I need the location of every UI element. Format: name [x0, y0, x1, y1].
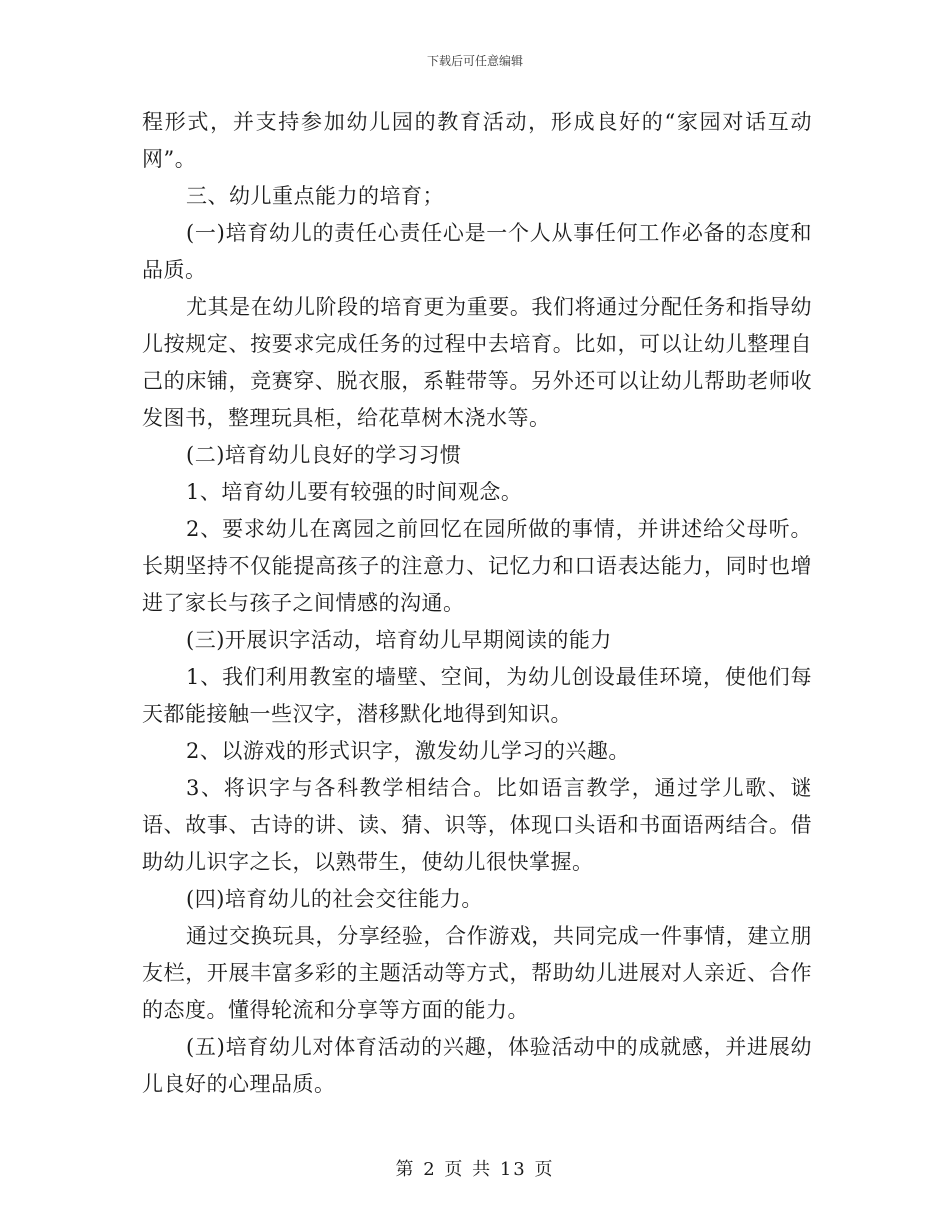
paragraph: 程形式，并支持参加幼儿园的教育活动，形成良好的“家园对话互动网”。: [142, 110, 812, 171]
page-number: 第 2 页 共 13 页: [395, 1159, 555, 1180]
subsection-heading: (二)培育幼儿良好的学习习惯: [186, 443, 462, 467]
document-body: [142, 104, 812, 1103]
subsection-heading: (三)开展识字活动，培育幼儿早期阅读的能力: [186, 628, 612, 652]
subsection-heading: (一)培育幼儿的责任心责任心是一个人从事任何工作必备的态度和品质。: [142, 221, 812, 282]
list-item: 2、要求幼儿在离园之前回忆在园所做的事情，并讲述给父母听。长期坚持不仅能提高孩子的注意力、记忆力和口语表达能力，同时也增进了家长与孩子之间情感的沟通。: [142, 517, 812, 615]
page-header-note: 下载后可任意编辑: [426, 54, 523, 68]
section-heading: 三、幼儿重点能力的培育；: [186, 184, 444, 208]
paragraph: 尤其是在幼儿阶段的培育更为重要。我们将通过分配任务和指导幼儿按规定、按要求完成任务的过程中去培育。比如，可以让幼儿整理自己的床铺，竞赛穿、脱衣服，系鞋带等。另外还可以让幼儿帮助老师收发图书，整理玩具柜，给花草树木浇水等。: [142, 295, 812, 430]
subsection-heading: (五)培育幼儿对体育活动的兴趣，体验活动中的成就感，并进展幼儿良好的心理品质。: [142, 1035, 812, 1096]
list-item: 3、将识字与各科教学相结合。比如语言教学，通过学儿歌、谜语、故事、古诗的讲、读、猜、识等，体现口头语和书面语两结合。借助幼儿识字之长，以熟带生，使幼儿很快掌握。: [142, 776, 812, 874]
subsection-heading: (四)培育幼儿的社会交往能力。: [186, 887, 483, 911]
list-item: 1、我们利用教室的墙壁、空间，为幼儿创设最佳环境，使他们每天都能接触一些汉字，潜移默化地得到知识。: [142, 665, 812, 726]
list-item: 1、培育幼儿要有较强的时间观念。: [186, 480, 523, 504]
paragraph: 通过交换玩具，分享经验，合作游戏，共同完成一件事情，建立朋友栏，开展丰富多彩的主题活动等方式，帮助幼儿进展对人亲近、合作的态度。懂得轮流和分享等方面的能力。: [142, 924, 812, 1022]
list-item: 2、以游戏的形式识字，激发幼儿学习的兴趣。: [186, 739, 630, 763]
